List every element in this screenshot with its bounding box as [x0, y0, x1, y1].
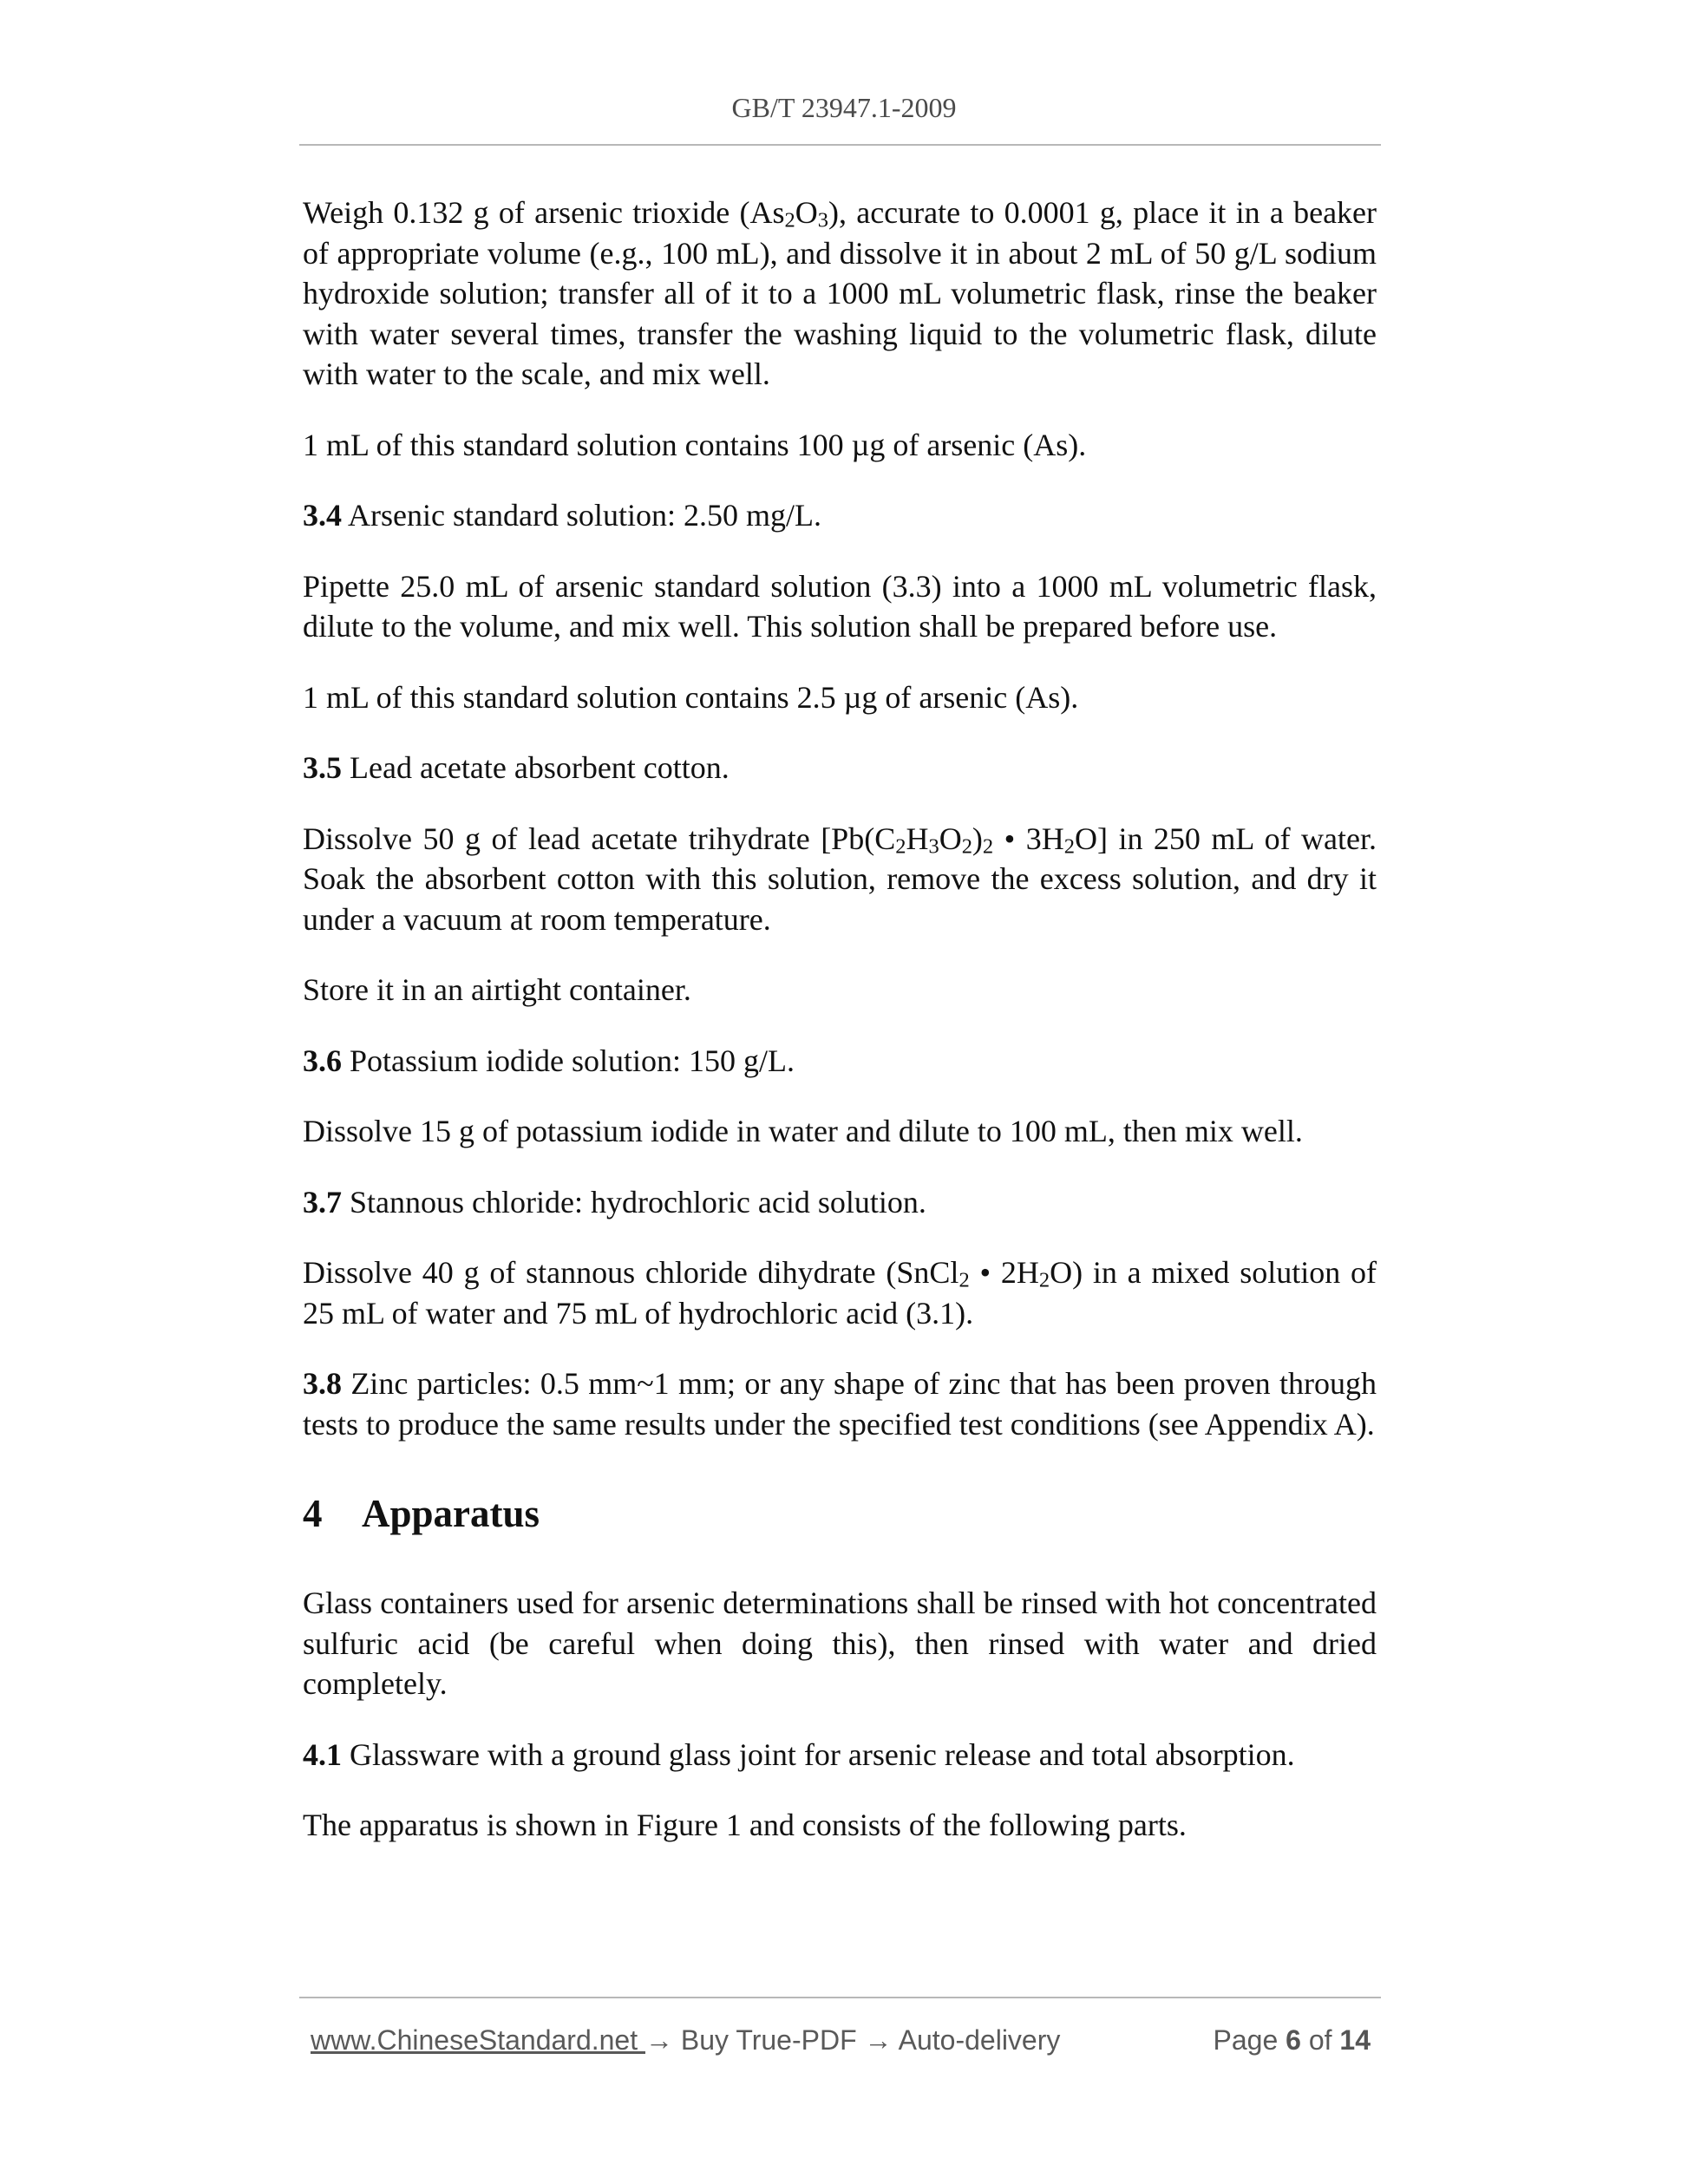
paragraph-standard-concentration-100: 1 mL of this standard solution contains 100 µg of arsenic (As). [303, 427, 1087, 462]
page-footer [311, 2024, 1371, 2056]
clause-text: Zinc particles: 0.5 mm~1 mm; or any shape of zinc that has been proven through tests to produce the same results under the specified test conditions (see Appendix A). [303, 1366, 1377, 1442]
total-pages-number: 14 [1339, 2024, 1371, 2056]
page-indicator [1214, 2024, 1371, 2056]
subscript: 2 [784, 208, 795, 232]
purchase-nav-text: → Buy True-PDF → Auto-delivery [645, 2024, 1061, 2056]
clause-number: 3.8 [303, 1366, 342, 1401]
subscript: 2 [982, 834, 994, 858]
subscript: 2 [895, 834, 906, 858]
subscript: 3 [817, 208, 828, 232]
text-run: O [795, 195, 818, 230]
clause-3-5 [303, 748, 1377, 788]
text-run: • 3H [993, 821, 1064, 856]
section-title: Apparatus [362, 1492, 540, 1535]
current-page-number: 6 [1286, 2024, 1301, 2056]
text-run: O) in a mixed solution of 25 mL of water and 75 mL of hydrochloric acid (3.1). [303, 1255, 1377, 1331]
header-divider [299, 144, 1381, 146]
paragraph-potassium-iodide-prep: Dissolve 15 g of potassium iodide in water and dilute to 100 mL, then mix well. [303, 1114, 1303, 1148]
clause-number: 3.4 [303, 498, 342, 533]
paragraph-apparatus-figure-ref: The apparatus is shown in Figure 1 and consists of the following parts. [303, 1808, 1187, 1842]
text-run: ), accurate to 0.0001 g, place it in a beaker of appropriate volume (e.g., 100 mL), and dissolve it in about 2 mL of 50 g/L sodium hydroxide solution; transfer all of it to a 1000 mL volumetric flask, rinse the beaker with water several times, transfer the washing liquid to the volumetric flask, dilute with water to the scale, and mix well. [303, 195, 1377, 391]
document-body [303, 193, 1377, 1876]
text-run: Dissolve 50 g of lead acetate trihydrate [Pb(C [303, 821, 896, 856]
website-link[interactable]: www.ChineseStandard.net [311, 2024, 645, 2056]
clause-3-8 [303, 1363, 1377, 1444]
page-label: Page [1213, 2024, 1286, 2056]
clause-3-6 [303, 1041, 1377, 1082]
of-label: of [1300, 2024, 1340, 2056]
clause-number: 4.1 [303, 1736, 342, 1772]
subscript: 2 [1063, 834, 1075, 858]
text-run: O [939, 821, 962, 856]
subscript: 3 [928, 834, 939, 858]
footer-divider [299, 1997, 1381, 1998]
document-code-header: GB/T 23947.1-2009 [731, 92, 957, 123]
clause-text: Lead acetate absorbent cotton. [342, 750, 730, 785]
paragraph-stannous-chloride-prep [303, 1252, 1377, 1333]
text-run: ) [972, 821, 983, 856]
text-run: Dissolve 40 g of stannous chloride dihydrate (SnCl [303, 1255, 959, 1290]
text-run: • 2H [969, 1255, 1039, 1290]
paragraph-arsenic-trioxide-prep [303, 193, 1377, 395]
text-run: H [906, 821, 929, 856]
section-heading-apparatus [303, 1489, 1377, 1538]
section-number: 4 [303, 1492, 323, 1535]
clause-3-4 [303, 495, 1377, 536]
clause-text: Glassware with a ground glass joint for arsenic release and total absorption. [342, 1736, 1295, 1772]
clause-4-1 [303, 1735, 1377, 1775]
clause-number: 3.5 [303, 750, 342, 785]
clause-number: 3.7 [303, 1184, 342, 1220]
text-run: O] in 250 mL of water. Soak the absorbent cotton with this solution, remove the excess solution, and dry it under a vacuum at room temperature. [303, 821, 1377, 937]
paragraph-pipette-dilution: Pipette 25.0 mL of arsenic standard solution (3.3) into a 1000 mL volumetric flask, dilute to the volume, and mix well. This solution shall be prepared before use. [303, 568, 1377, 644]
paragraph-lead-acetate-prep [303, 819, 1377, 940]
clause-text: Stannous chloride: hydrochloric acid solution. [342, 1184, 926, 1220]
subscript: 2 [1038, 1268, 1050, 1292]
clause-text: Arsenic standard solution: 2.50 mg/L. [342, 498, 821, 533]
clause-text: Potassium iodide solution: 150 g/L. [342, 1043, 795, 1078]
clause-number: 3.6 [303, 1043, 342, 1078]
subscript: 2 [958, 1268, 970, 1292]
paragraph-glass-cleaning: Glass containers used for arsenic determinations shall be rinsed with hot concentrated sulfuric acid (be careful when doing this), then rinsed with water and dried completely. [303, 1586, 1377, 1701]
subscript: 2 [961, 834, 972, 858]
clause-3-7 [303, 1182, 1377, 1223]
paragraph-standard-concentration-2-5: 1 mL of this standard solution contains 2.5 µg of arsenic (As). [303, 679, 1079, 715]
text-run: Weigh 0.132 g of arsenic trioxide (As [303, 195, 785, 230]
paragraph-storage: Store it in an airtight container. [303, 972, 691, 1007]
